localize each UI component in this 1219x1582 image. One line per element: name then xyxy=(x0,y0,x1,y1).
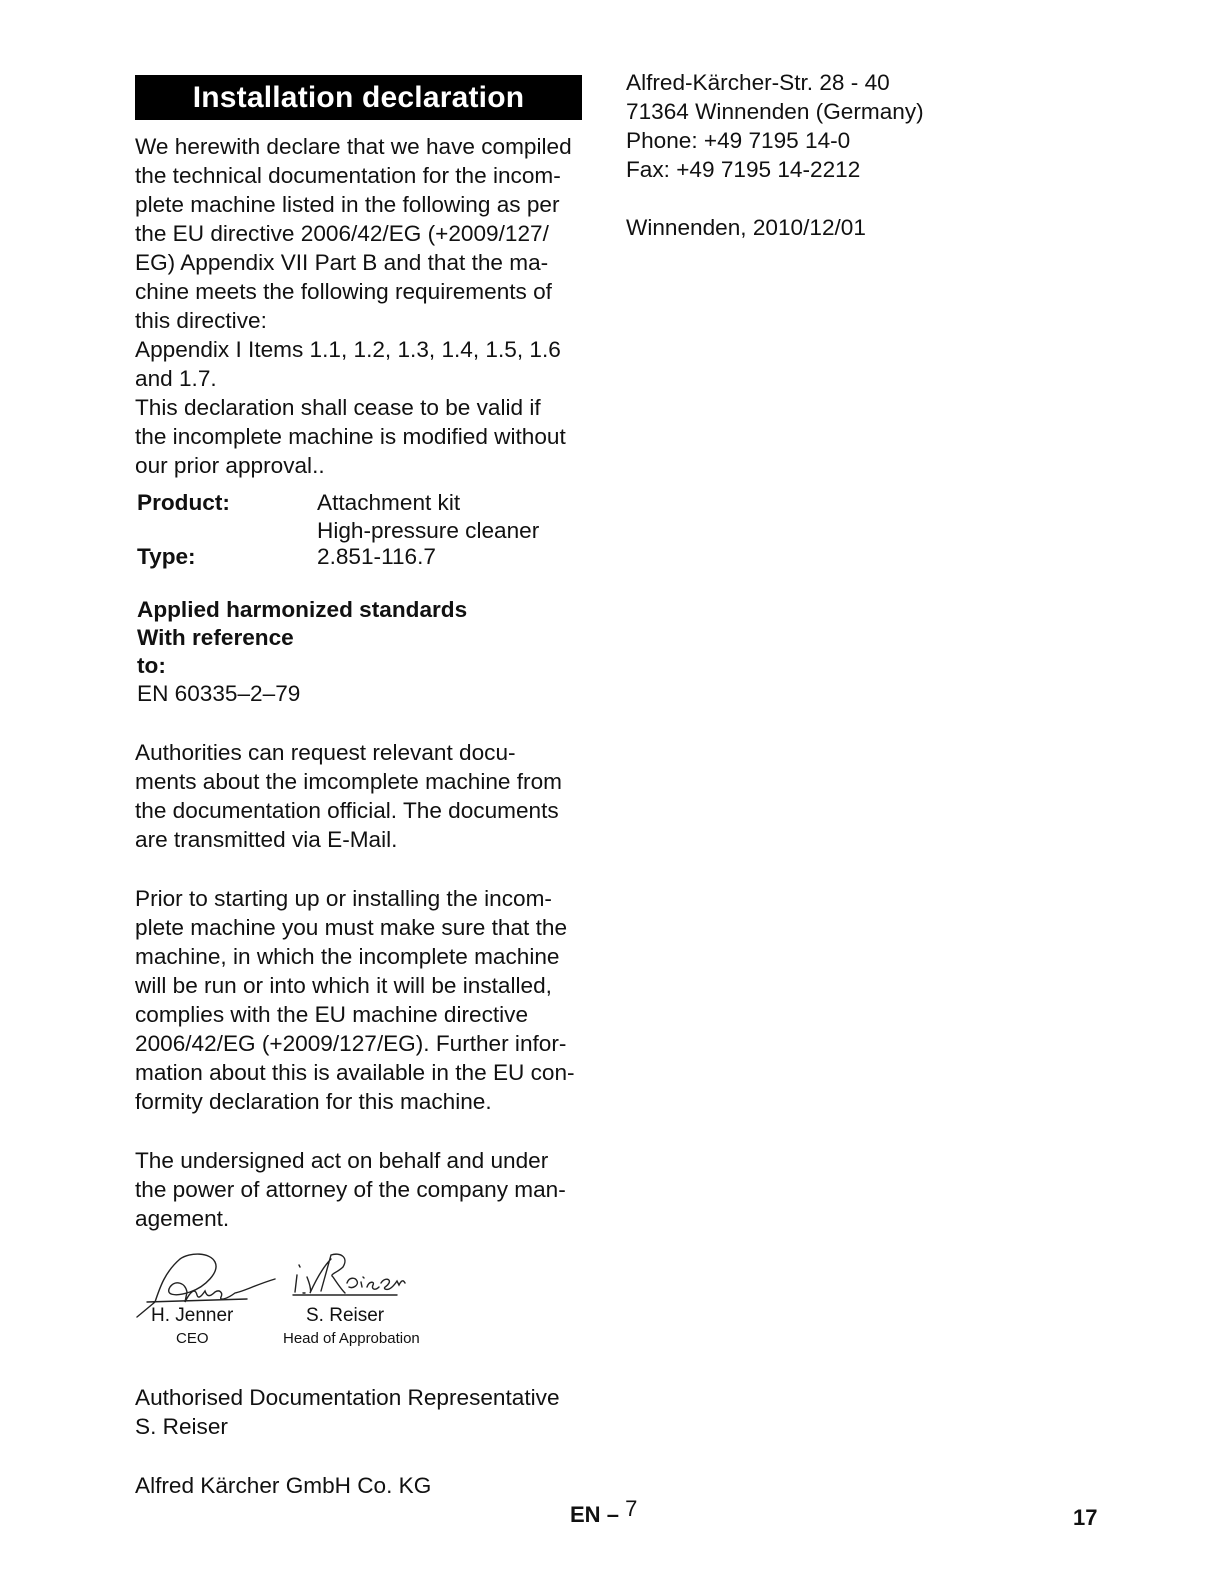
intro-paragraph xyxy=(135,132,582,480)
text-line: the technical documentation for the incom- xyxy=(135,163,561,188)
text-line: This declaration shall cease to be valid if xyxy=(135,395,541,420)
standards-heading: to: xyxy=(137,653,166,678)
text-line: plete machine listed in the following as per xyxy=(135,192,560,217)
representative-title: Authorised Documentation Representative xyxy=(135,1385,560,1410)
text-line: Appendix I Items 1.1, 1.2, 1.3, 1.4, 1.5, 1.6 xyxy=(135,337,561,362)
product-row xyxy=(135,489,582,545)
text-line: machine, in which the incomplete machine xyxy=(135,944,560,969)
right-column xyxy=(626,68,1046,242)
text-line: Authorities can request relevant docu- xyxy=(135,740,516,765)
prior-paragraph xyxy=(135,884,582,1116)
place-date: Winnenden, 2010/12/01 xyxy=(626,215,866,240)
text-line: agement. xyxy=(135,1206,230,1231)
product-line: Attachment kit xyxy=(317,490,461,515)
address-street: Alfred-Kärcher-Str. 28 - 40 xyxy=(626,70,890,95)
signatory-name: S. Reiser xyxy=(306,1305,385,1326)
text-line: Prior to starting up or installing the incom- xyxy=(135,886,552,911)
standards-heading: With reference xyxy=(137,625,294,650)
product-table xyxy=(135,489,582,571)
text-line: the power of attorney of the company man- xyxy=(135,1177,566,1202)
text-line: formity declaration for this machine. xyxy=(135,1089,492,1114)
text-line: the documentation official. The documents xyxy=(135,798,559,823)
text-line: We herewith declare that we have compiled xyxy=(135,134,572,159)
left-column xyxy=(135,75,582,1500)
text-line: the incomplete machine is modified without xyxy=(135,424,566,449)
company-name: Alfred Kärcher GmbH Co. KG xyxy=(135,1473,432,1498)
address-fax: Fax: +49 7195 14-2212 xyxy=(626,157,861,182)
product-value xyxy=(317,489,582,545)
text-line: mation about this is available in the EU con- xyxy=(135,1060,575,1085)
type-row xyxy=(135,543,582,571)
address-phone: Phone: +49 7195 14-0 xyxy=(626,128,851,153)
standards-section xyxy=(135,596,582,708)
authorities-paragraph xyxy=(135,738,582,854)
standard-item: EN 60335–2–79 xyxy=(137,681,301,706)
text-line: complies with the EU machine directive xyxy=(135,1002,529,1027)
signatory-role: CEO xyxy=(176,1330,209,1347)
text-line: our prior approval.. xyxy=(135,453,325,478)
type-value: 2.851-116.7 xyxy=(317,544,436,569)
footer-dash: – xyxy=(606,1502,619,1527)
text-line: the EU directive 2006/42/EG (+2009/127/ xyxy=(135,221,549,246)
text-line: plete machine you must make sure that the xyxy=(135,915,568,940)
address-city: 71364 Winnenden (Germany) xyxy=(626,99,924,124)
text-line: EG) Appendix VII Part B and that the ma- xyxy=(135,250,549,275)
type-label: Type: xyxy=(137,544,196,569)
text-line: are transmitted via E-Mail. xyxy=(135,827,398,852)
text-line: The undersigned act on behalf and under xyxy=(135,1148,549,1173)
footer-lang: EN xyxy=(570,1502,601,1527)
signature-block xyxy=(135,1247,582,1377)
representative-block xyxy=(135,1383,582,1441)
company-block xyxy=(135,1471,582,1500)
signatory-role: Head of Approbation xyxy=(283,1330,420,1347)
text-line: 2006/42/EG (+2009/127/EG). Further infor- xyxy=(135,1031,567,1056)
undersigned-paragraph xyxy=(135,1146,582,1233)
signatory-name: H. Jenner xyxy=(151,1305,234,1326)
text-line: will be run or into which it will be installed, xyxy=(135,973,552,998)
representative-name: S. Reiser xyxy=(135,1414,228,1439)
page-number: 17 xyxy=(1073,1505,1098,1530)
text-line: and 1.7. xyxy=(135,366,217,391)
footer-section-page: 7 xyxy=(625,1496,638,1521)
standards-heading: Applied harmonized standards xyxy=(137,597,468,622)
footer-section-label xyxy=(570,1496,638,1528)
text-line: this directive: xyxy=(135,308,267,333)
signature-reiser xyxy=(295,1254,405,1293)
product-line: High-pressure cleaner xyxy=(317,518,540,543)
product-label: Product: xyxy=(137,490,230,515)
text-line: chine meets the following requirements of xyxy=(135,279,552,304)
text-line: ments about the imcomplete machine from xyxy=(135,769,562,794)
page-title: Installation declaration xyxy=(135,75,582,120)
